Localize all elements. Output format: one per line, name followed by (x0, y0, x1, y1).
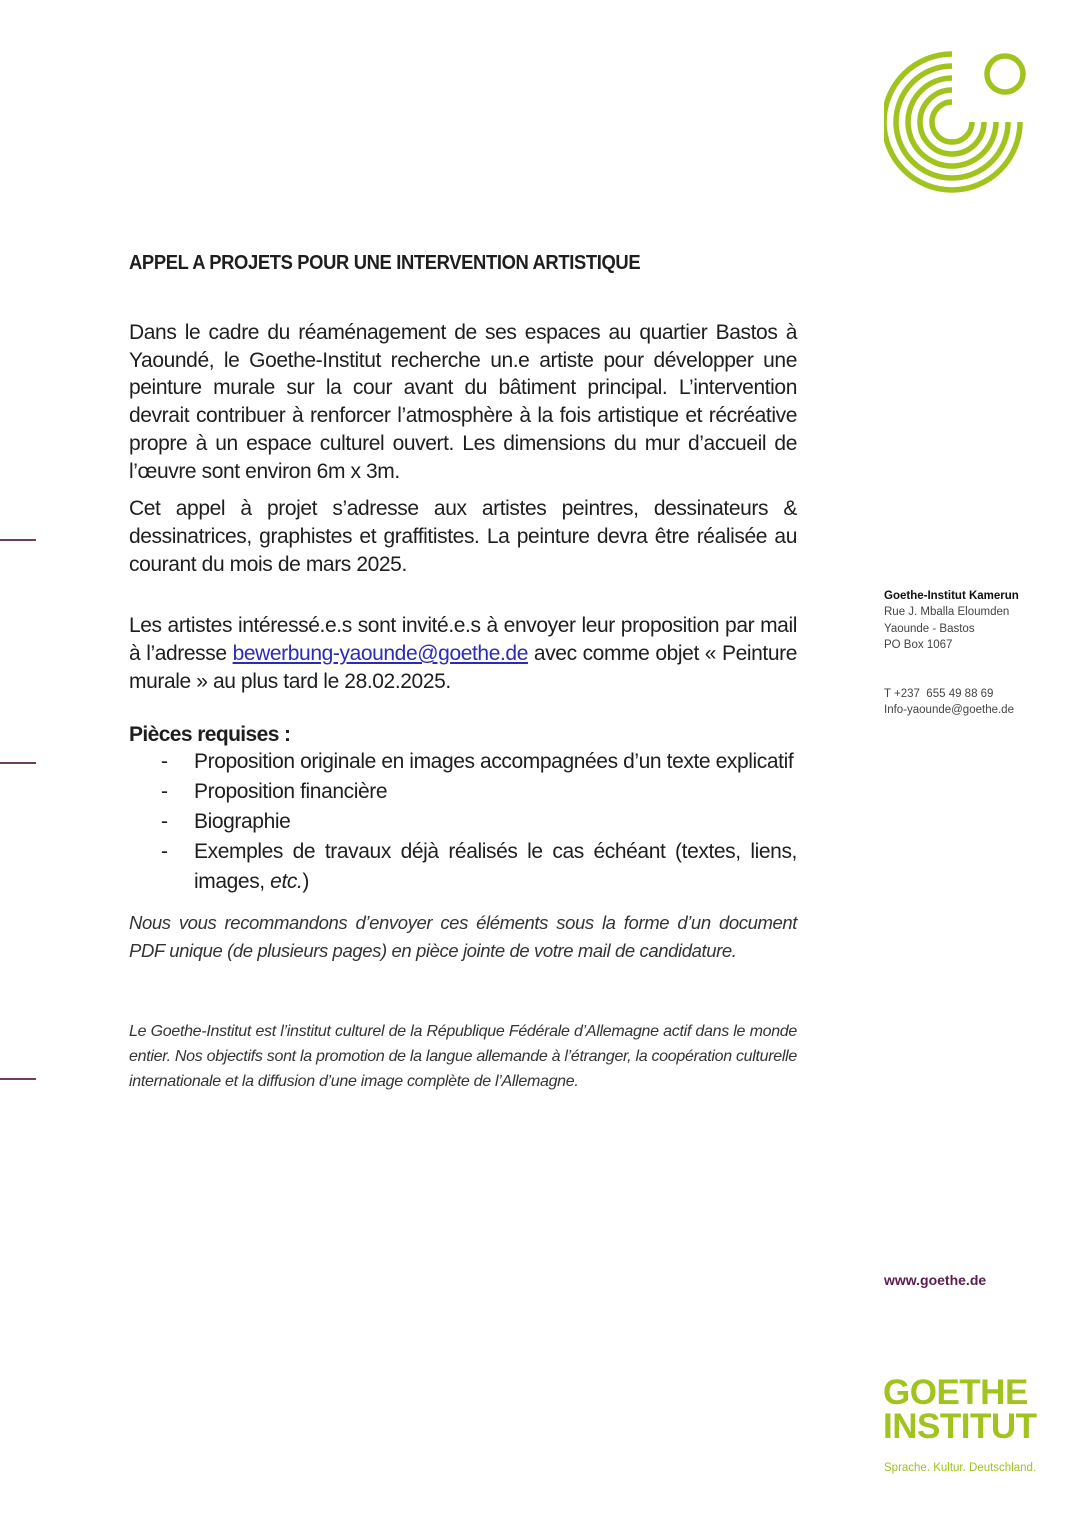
list-item (129, 747, 797, 777)
contact-address-line: Rue J. Mballa Eloumden (884, 606, 1010, 619)
document-body (129, 252, 797, 1094)
submission-text: Les artistes intéressé.e.s sont invité.e.s à envoyer leur proposition par mail à l’adresse (129, 614, 797, 666)
contact-org: Goethe-Institut Kamerun (884, 590, 1019, 602)
submission-email-link[interactable]: bewerbung-yaounde@goethe.de (232, 642, 528, 666)
website-link[interactable]: www.goethe.de (884, 1272, 987, 1288)
list-item (129, 807, 797, 837)
submission-text-end: avec comme objet « Peinture murale » au plus tard le 28.02.2025. (129, 642, 798, 693)
contact-block (884, 588, 1019, 718)
mission-statement: Le Goethe-Institut est l’institut culturel de la République Fédérale d’Allemagne actif dans le monde entier. Nos objectifs sont la promotion de la langue allemande à l’étranger, la coopération culturelle internationale et la diffusion d’une image complète de l’Allemagne. (129, 1023, 797, 1091)
list-item-text: Proposition financière (194, 780, 388, 804)
contact-address-line: Yaounde - Bastos (884, 622, 975, 635)
contact-address-line: PO Box 1067 (884, 639, 953, 652)
fold-mark (0, 1078, 36, 1080)
document-title: APPEL A PROJETS POUR UNE INTERVENTION ARTISTIQUE (129, 252, 641, 274)
list-item-close: ) (302, 870, 310, 894)
tagline: Sprache. Kultur. Deutschland. (884, 1462, 1037, 1474)
wordmark-line: INSTITUT (883, 1407, 1037, 1446)
bullet-dash: - (161, 810, 168, 834)
audience-paragraph: Cet appel à projet s’adresse aux artistes peintres, dessinateurs & dessinatrices, graphistes et graffitistes. La peinture devra être réalisée au courant du mois de mars 2025. (129, 497, 797, 576)
list-item-italic: etc. (270, 870, 303, 894)
bullet-dash: - (161, 780, 168, 804)
bullet-dash: - (161, 840, 168, 864)
fold-mark (0, 762, 36, 764)
goethe-logo-icon (884, 50, 1030, 196)
intro-paragraph: Dans le cadre du réaménagement de ses espaces au quartier Bastos à Yaoundé, le Goethe-Institut recherche un.e artiste pour développer une peinture murale sur la cour avant du bâtiment principal. L’intervention devrait contribuer à renforcer l’atmosphère à la fois artistique et récréative propre à un espace culturel ouvert. Les dimensions du mur d’accueil de l’œuvre sont environ 6m x 3m. (129, 321, 797, 483)
list-item-text: Exemples de travaux déjà réalisés le cas échéant (textes, liens, images, (194, 840, 797, 894)
goethe-wordmark (883, 1373, 1037, 1446)
requirements-heading: Pièces requises : (129, 723, 291, 747)
submission-paragraph (129, 612, 797, 695)
contact-phone: T +237 655 49 88 69 (884, 687, 994, 700)
list-item (129, 777, 797, 807)
list-item-text: Biographie (194, 810, 291, 834)
list-item (129, 837, 797, 897)
contact-email[interactable]: Info-yaounde@goethe.de (884, 704, 1014, 717)
wordmark-line: GOETHE (883, 1373, 1028, 1412)
requirements-list (129, 747, 797, 897)
recommendation-note: Nous vous recommandons d’envoyer ces éléments sous la forme d’un document PDF unique (de plusieurs pages) en pièce jointe de votre mail de candidature. (129, 912, 797, 961)
fold-mark (0, 539, 36, 541)
bullet-dash: - (161, 750, 168, 774)
list-item-text: Proposition originale en images accompagnées d’un texte explicatif (194, 750, 794, 774)
